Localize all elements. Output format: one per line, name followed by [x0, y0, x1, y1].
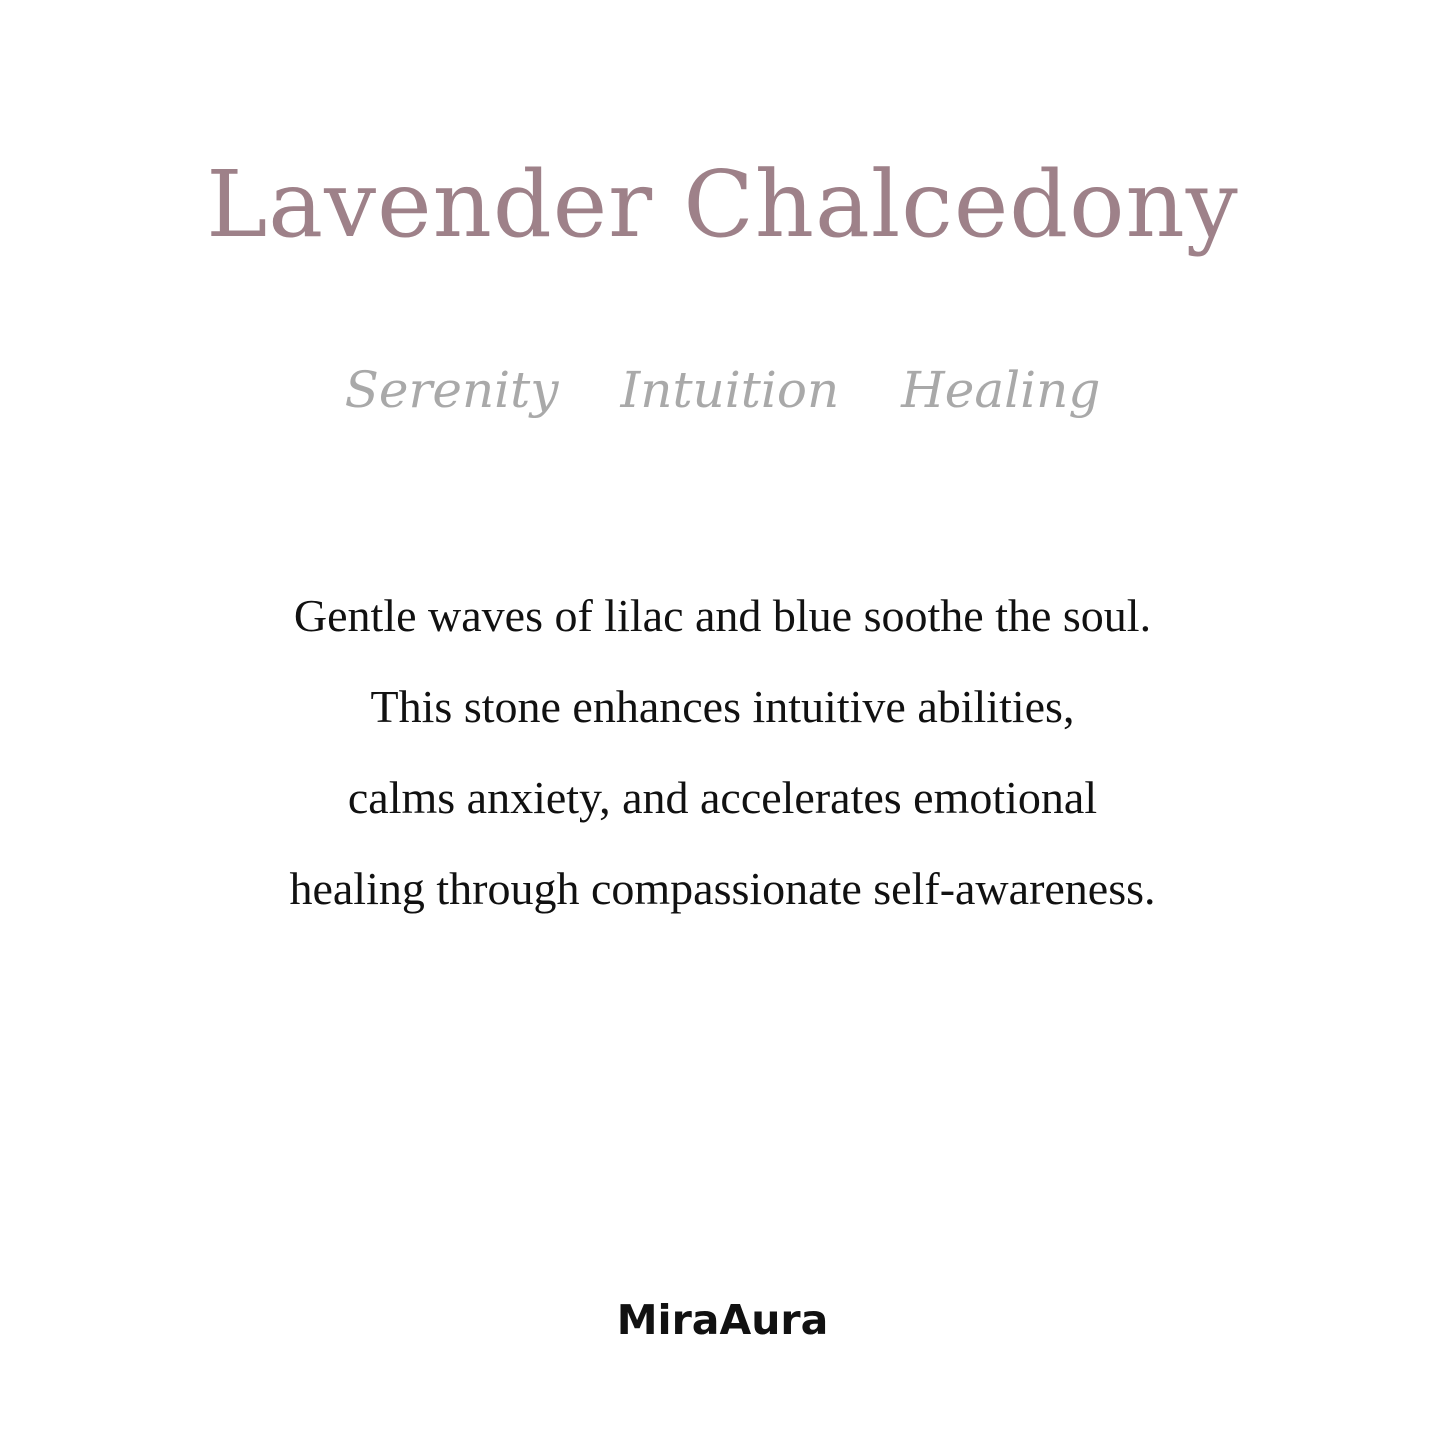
- brand-text: MiraAura: [616, 1296, 829, 1344]
- keyword-serenity: Serenity: [344, 361, 559, 419]
- description-line-1: Gentle waves of lilac and blue soothe the soul.: [293, 590, 1152, 641]
- stone-description: [0, 570, 1445, 934]
- keyword-healing: Healing: [901, 361, 1101, 419]
- description-line-4: healing through compassionate self-awareness.: [289, 863, 1156, 914]
- keyword-intuition: Intuition: [620, 361, 840, 419]
- description-line-3: calms anxiety, and accelerates emotional: [347, 772, 1098, 823]
- brand-logo: [0, 1296, 1445, 1345]
- description-line-2: This stone enhances intuitive abilities,: [370, 681, 1075, 732]
- keyword-list: [0, 360, 1445, 420]
- stone-title: Lavender Chalcedony: [206, 151, 1239, 258]
